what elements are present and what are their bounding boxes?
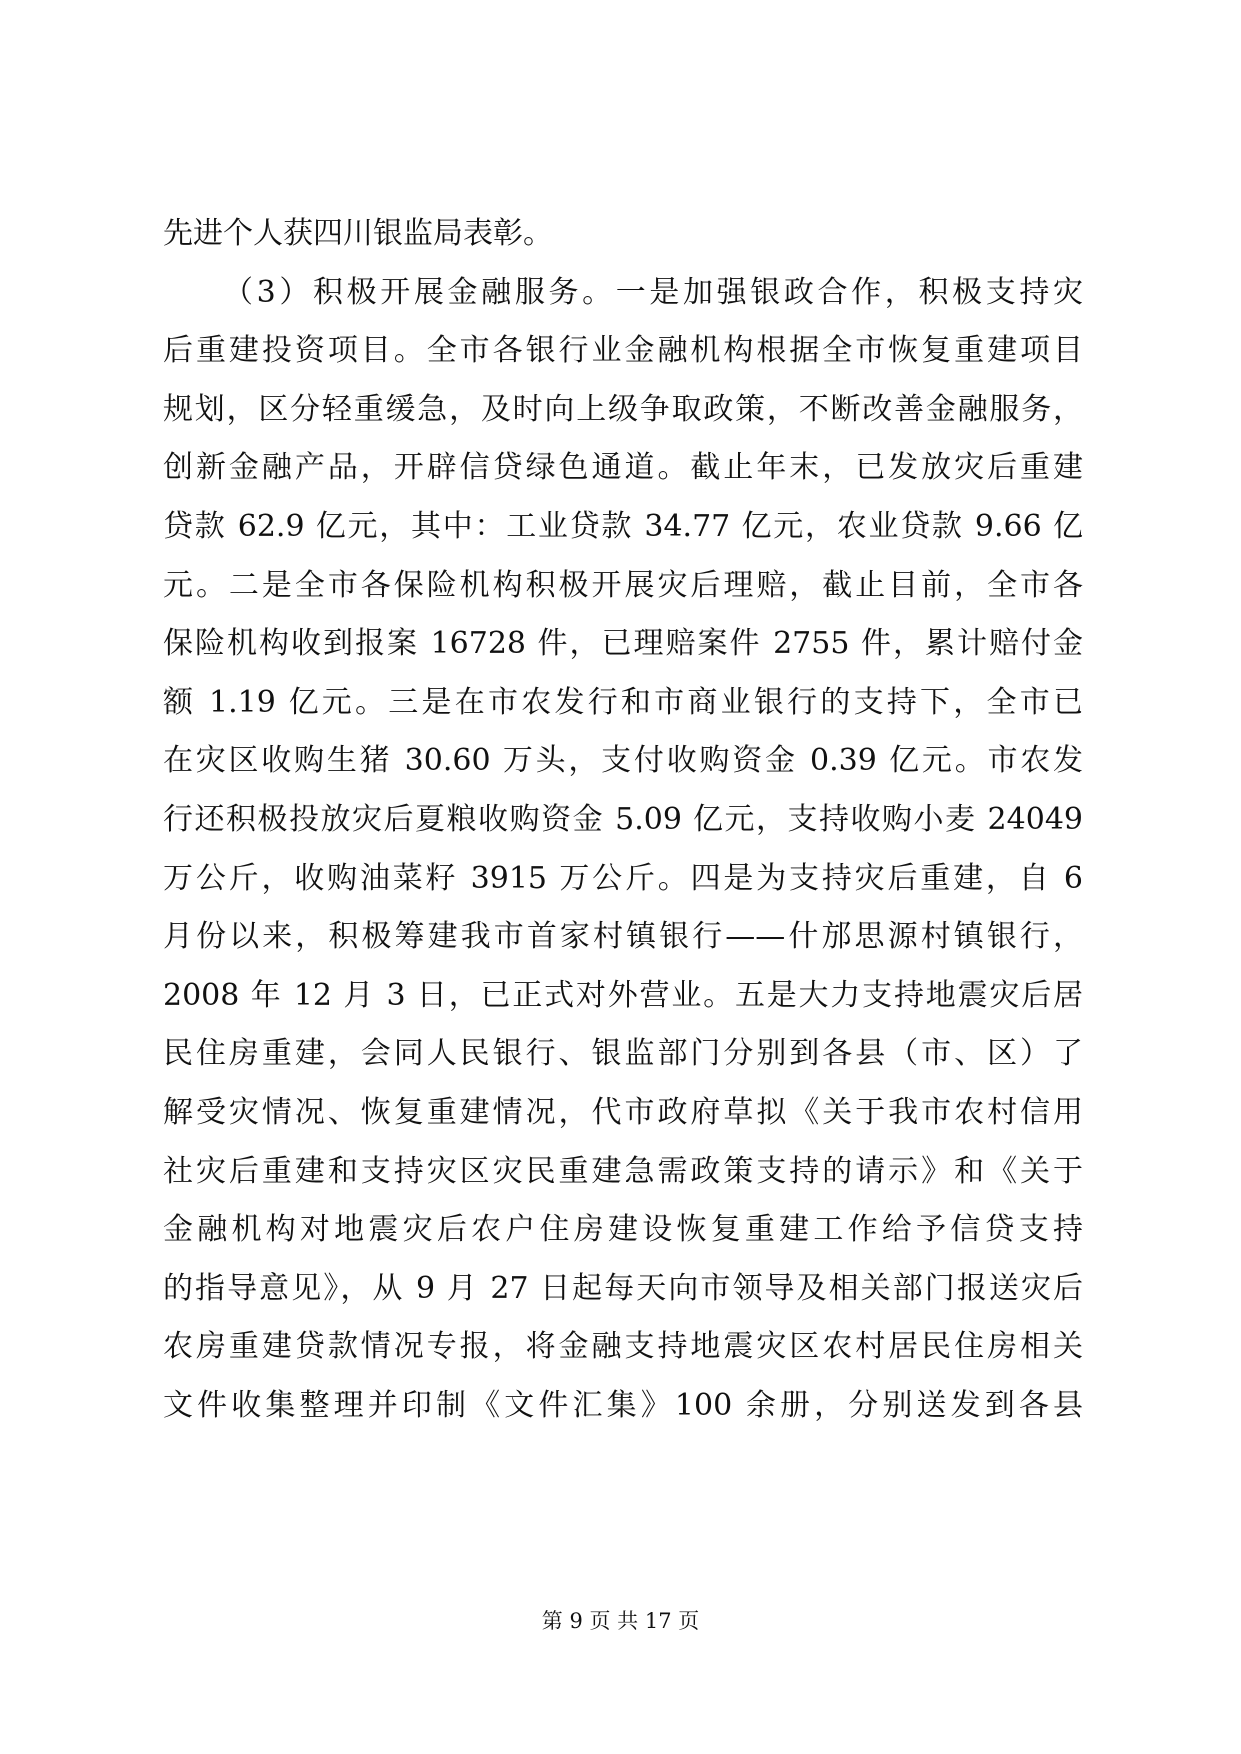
text-line: 先进个人获四川银监局表彰。 — [163, 216, 553, 251]
text-line: 文件收集整理并印制《文件汇集》100 余册，分别送发到各县 — [163, 1387, 1083, 1423]
text-line: 后重建投资项目。全市各银行业金融机构根据全市恢复重建项目 — [163, 333, 1083, 369]
text-line: 保险机构收到报案 16728 件，已理赔案件 2755 件，累计赔付金 — [163, 626, 1083, 662]
text-line: 万公斤，收购油菜籽 3915 万公斤。四是为支持灾后重建，自 6 — [163, 860, 1083, 896]
text-line: 解受灾情况、恢复重建情况，代市政府草拟《关于我市农村信用 — [163, 1094, 1083, 1130]
text-line: 的指导意见》，从 9 月 27 日起每天向市领导及相关部门报送灾后 — [163, 1270, 1083, 1306]
text-line: 规划，区分轻重缓急，及时向上级争取政策，不断改善金融服务， — [163, 391, 1083, 427]
text-line: 社灾后重建和支持灾区灾民重建急需政策支持的请示》和《关于 — [163, 1153, 1083, 1189]
body-text — [163, 205, 1083, 1435]
text-line: 月份以来，积极筹建我市首家村镇银行——什邡思源村镇银行， — [163, 919, 1083, 955]
text-line: 额 1.19 亿元。三是在市农发行和市商业银行的支持下，全市已 — [163, 684, 1083, 720]
text-line: 元。二是全市各保险机构积极开展灾后理赔，截止目前，全市各 — [163, 567, 1083, 603]
text-line: （3）积极开展金融服务。一是加强银政合作，积极支持灾 — [223, 274, 1083, 310]
page-number-footer: 第 9 页 共 17 页 — [541, 1609, 700, 1633]
text-line: 民住房重建，会同人民银行、银监部门分别到各县（市、区）了 — [163, 1036, 1083, 1072]
text-line: 2008 年 12 月 3 日，已正式对外营业。五是大力支持地震灾后居 — [163, 977, 1083, 1013]
text-line: 金融机构对地震灾后农户住房建设恢复重建工作给予信贷支持 — [163, 1212, 1083, 1248]
text-line: 在灾区收购生猪 30.60 万头，支付收购资金 0.39 亿元。市农发 — [163, 743, 1083, 779]
text-line: 创新金融产品，开辟信贷绿色通道。截止年末，已发放灾后重建 — [163, 450, 1083, 486]
text-line: 贷款 62.9 亿元，其中：工业贷款 34.77 亿元，农业贷款 9.66 亿 — [163, 508, 1083, 544]
text-line: 农房重建贷款情况专报，将金融支持地震灾区农村居民住房相关 — [163, 1329, 1083, 1365]
text-line: 行还积极投放灾后夏粮收购资金 5.09 亿元，支持收购小麦 24049 — [163, 801, 1083, 837]
